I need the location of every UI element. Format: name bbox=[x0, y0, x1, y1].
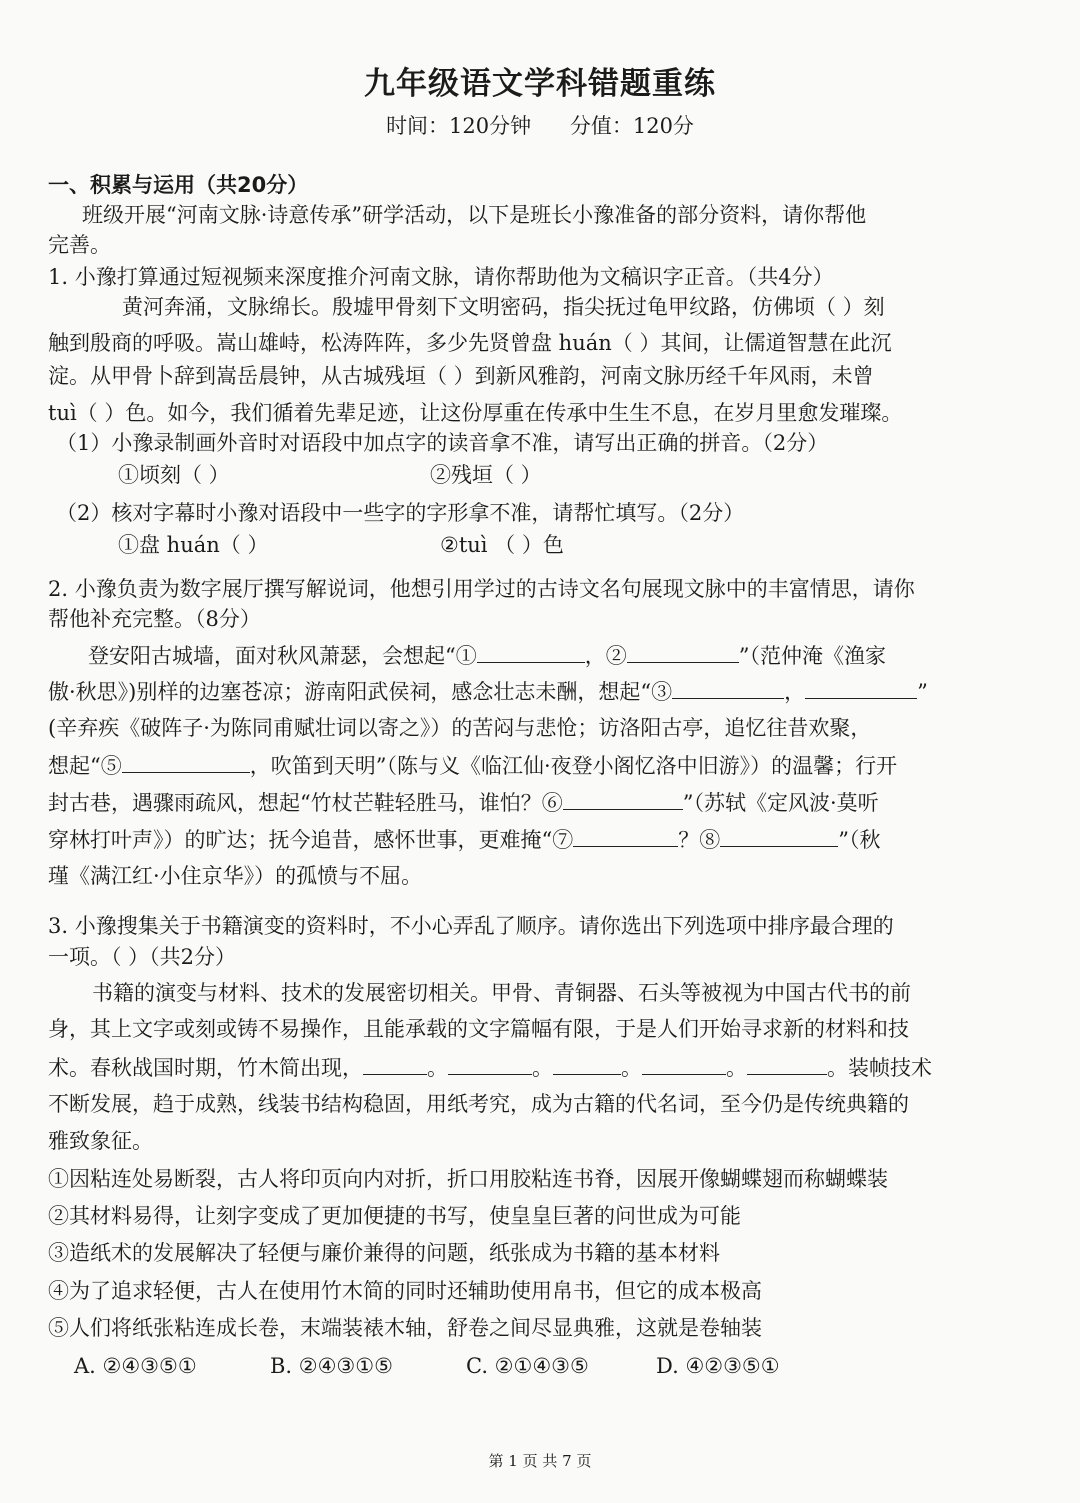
q1-stem: 1. 小豫打算通过短视频来深度推介河南文脉，请你帮助他为文稿识字正音。（共4分） bbox=[48, 265, 834, 289]
q2-line-1-b: ，② bbox=[584, 644, 627, 668]
blank-1[interactable] bbox=[477, 640, 585, 663]
exam-subtitle bbox=[0, 110, 1080, 140]
exam-title: 九年级语文学科错题重练 bbox=[364, 66, 716, 102]
q1-passage-line-4: tuì（ ）色。如今，我们循着先辈足迹，让这份厚重在传承中生生不息，在岁月里愈发璀璨。 bbox=[48, 401, 903, 425]
q2-line-4-a: 想起“⑤ bbox=[48, 754, 122, 778]
q2-line-3: (辛弃疾《破阵子·为陈同甫赋壮词以寄之》）的苦闷与悲怆；访洛阳古亭，追忆往昔欢聚， bbox=[48, 716, 872, 740]
q3-option-3: ③造纸术的发展解决了轻便与廉价兼得的问题，纸张成为书籍的基本材料 bbox=[48, 1241, 720, 1265]
exam-score: 分值：120分 bbox=[569, 114, 694, 138]
q2-line-5 bbox=[48, 787, 1033, 818]
q1-sub2: （2）核对字幕时小豫对语段中一些字的字形拿不准，请帮忙填写。（2分） bbox=[56, 501, 745, 525]
q1-sub2-a: ①盘 huán（ ） bbox=[118, 533, 269, 557]
q1-sub2-b: ②tuì （ ）色 bbox=[440, 533, 564, 557]
choice-c[interactable]: C. ②①④③⑤ bbox=[466, 1354, 589, 1378]
blank-6[interactable] bbox=[563, 787, 683, 810]
q2-line-1-c: ”（范仲淹《渔家 bbox=[738, 644, 886, 668]
q2-line-1 bbox=[88, 640, 1073, 671]
q2-line-6 bbox=[48, 824, 1033, 855]
q3-stem-line-2: 一项。（ ）（共2分） bbox=[48, 945, 237, 969]
q3-passage-line-3-a: 术。春秋战国时期，竹木简出现， bbox=[48, 1056, 363, 1080]
q1-passage-line-1: 黄河奔涌，文脉绵长。殷墟甲骨刻下文明密码，指尖抚过龟甲纹路，仿佛顷（ ）刻 bbox=[122, 295, 885, 319]
q3-passage-line-4: 不断发展，趋于成熟，线装书结构稳固，用纸考究，成为古籍的代名词，至今仍是传统典籍的 bbox=[48, 1092, 909, 1116]
q3-passage-line-2: 身，其上文字或刻或铸不易操作，且能承载的文字篇幅有限，于是人们开始寻求新的材料和技 bbox=[48, 1017, 909, 1041]
q1-passage-line-3: 淀。从甲骨卜辞到嵩岳晨钟，从古城残垣（ ）到新风雅韵，河南文脉历经千年风雨，未曾 bbox=[48, 364, 874, 388]
q2-line-5-a: 封古巷，遇骤雨疏风，想起“竹杖芒鞋轻胜马，谁怕？⑥ bbox=[48, 791, 563, 815]
order-blank-5[interactable] bbox=[747, 1052, 827, 1075]
q2-line-2-a: 傲·秋思》)别样的边塞苍凉；游南阳武侯祠，感念壮志未酬，想起“③ bbox=[48, 680, 673, 704]
q3-stem-line-1: 3. 小豫搜集关于书籍演变的资料时，不小心弄乱了顺序。请你选出下列选项中排序最合理的 bbox=[48, 914, 894, 938]
section-intro-line-1: 班级开展“河南文脉·诗意传承”研学活动，以下是班长小豫准备的部分资料，请你帮他 bbox=[82, 203, 867, 227]
choice-d[interactable]: D. ④②③⑤① bbox=[656, 1354, 780, 1378]
page-number: 第 1 页 共 7 页 bbox=[488, 1452, 592, 1470]
q2-line-6-a: 穿林打叶声》）的旷达；抚今追昔，感怀世事，更难掩“⑦ bbox=[48, 828, 574, 852]
q3-passage-line-5: 雅致象征。 bbox=[48, 1129, 153, 1153]
q1-sub1: （1）小豫录制画外音时对语段中加点字的读音拿不准，请写出正确的拼音。（2分） bbox=[56, 431, 829, 455]
q2-line-2-c: ” bbox=[917, 680, 928, 704]
order-blank-2[interactable] bbox=[448, 1052, 532, 1075]
q3-passage-line-3: 术。春秋战国时期，竹木简出现， 。 。 。 。 。装帧技术 bbox=[48, 1052, 1033, 1083]
q2-line-7: 瑾《满江红·小住京华》）的孤愤与不屈。 bbox=[48, 864, 423, 888]
section-heading: 一、积累与运用（共20分） bbox=[48, 173, 309, 197]
q3-passage-line-3-b: 。装帧技术 bbox=[827, 1056, 932, 1080]
q3-option-2: ②其材料易得，让刻字变成了更加便捷的书写，使皇皇巨著的问世成为可能 bbox=[48, 1204, 741, 1228]
order-blank-3[interactable] bbox=[553, 1052, 621, 1075]
blank-5[interactable] bbox=[122, 750, 250, 773]
choice-b[interactable]: B. ②④③①⑤ bbox=[270, 1354, 393, 1378]
q2-line-6-c: ”（秋 bbox=[838, 828, 881, 852]
q2-line-6-b: ？⑧ bbox=[678, 828, 721, 852]
blank-3[interactable] bbox=[672, 676, 784, 699]
blank-8[interactable] bbox=[720, 824, 838, 847]
q2-line-4 bbox=[48, 750, 1033, 781]
exam-time: 时间：120分钟 bbox=[386, 114, 532, 138]
q2-stem-line-1: 2. 小豫负责为数字展厅撰写解说词，他想引用学过的古诗文名句展现文脉中的丰富情思，请你 bbox=[48, 577, 915, 601]
q3-option-4: ④为了追求轻便，古人在使用竹木简的同时还辅助使用帛书，但它的成本极高 bbox=[48, 1279, 762, 1303]
q1-sub1-b: ②残垣（ ） bbox=[430, 463, 542, 487]
q2-line-5-b: ”（苏轼《定风波·莫听 bbox=[682, 791, 879, 815]
q2-line-2-b: ， bbox=[784, 680, 806, 704]
q1-sub1-a: ①顷刻（ ） bbox=[118, 463, 230, 487]
blank-2[interactable] bbox=[627, 640, 739, 663]
order-blank-1[interactable] bbox=[363, 1052, 427, 1075]
section-intro-line-2: 完善。 bbox=[48, 233, 111, 257]
q1-passage-line-2: 触到殷商的呼吸。嵩山雄峙，松涛阵阵，多少先贤曾盘 huán（ ）其间，让儒道智慧在此沉 bbox=[48, 331, 892, 355]
q3-passage-line-1: 书籍的演变与材料、技术的发展密切相关。甲骨、青铜器、石头等被视为中国古代书的前 bbox=[92, 981, 911, 1005]
q2-line-1-a: 登安阳古城墙，面对秋风萧瑟，会想起“① bbox=[88, 644, 477, 668]
q2-stem-line-2: 帮他补充完整。（8分） bbox=[48, 607, 261, 631]
blank-4[interactable] bbox=[805, 676, 917, 699]
q2-line-2 bbox=[48, 676, 1033, 707]
blank-7[interactable] bbox=[573, 824, 678, 847]
q3-option-1: ①因粘连处易断裂，古人将印页向内对折，折口用胶粘连书脊，因展开像蝴蝶翅而称蝴蝶装 bbox=[48, 1167, 888, 1191]
order-blank-4[interactable] bbox=[642, 1052, 726, 1075]
q2-line-4-b: ，吹笛到天明”（陈与义《临江仙·夜登小阁忆洛中旧游》）的温馨；行开 bbox=[249, 754, 898, 778]
choice-a[interactable]: A. ②④③⑤① bbox=[74, 1354, 197, 1378]
q3-option-5: ⑤人们将纸张粘连成长卷，末端装裱木轴，舒卷之间尽显典雅，这就是卷轴装 bbox=[48, 1316, 762, 1340]
